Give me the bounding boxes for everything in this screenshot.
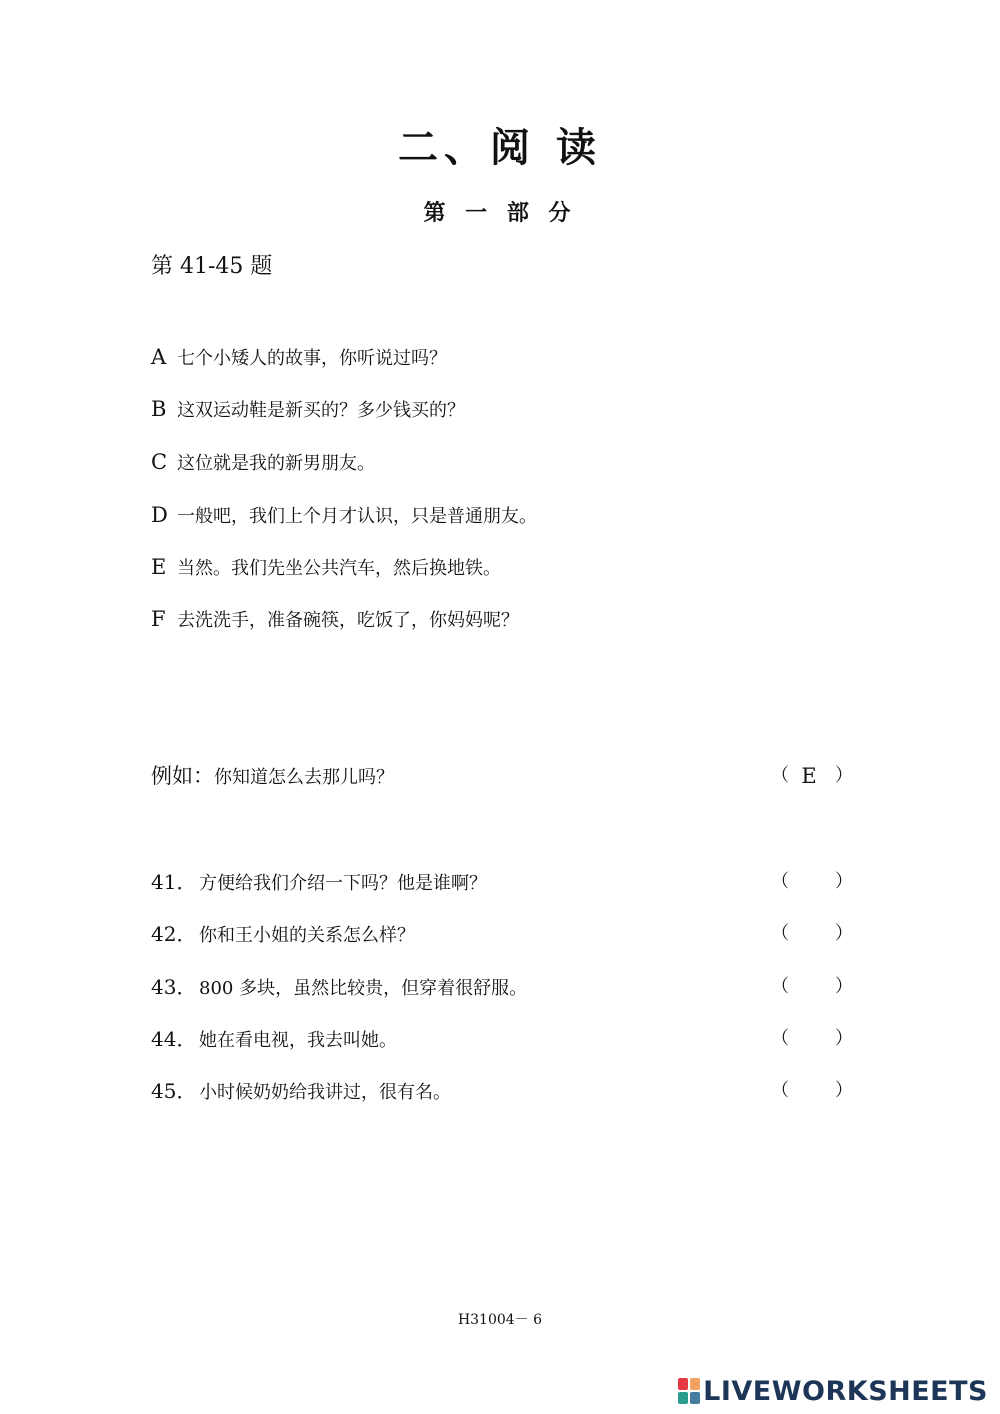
option-text: 七个小矮人的故事，你听说过吗？	[177, 348, 447, 369]
option-text: 当然。我们先坐公共汽车，然后换地铁。	[177, 558, 501, 579]
option-letter: C	[151, 450, 168, 474]
example-question: 你知道怎么去那儿吗？	[214, 767, 394, 788]
page-title: 二、阅 读	[398, 124, 602, 171]
option-b	[151, 396, 465, 424]
option-letter: E	[151, 555, 167, 579]
paren-left: （	[771, 1028, 789, 1049]
paren-left: （	[771, 765, 789, 786]
option-letter: B	[151, 397, 167, 421]
option-a	[151, 344, 447, 372]
question-43	[151, 973, 851, 1001]
paren-left: （	[771, 976, 789, 997]
brand-name: LIVEWORKSHEETS	[703, 1375, 988, 1407]
option-e	[151, 554, 501, 582]
question-text: 800 多块，虽然比较贵，但穿着很舒服。	[199, 978, 528, 999]
option-c	[151, 449, 375, 477]
question-number: 43．	[151, 975, 197, 999]
option-text: 这双运动鞋是新买的？多少钱买的？	[177, 400, 465, 421]
answer-input-41[interactable]	[787, 868, 831, 896]
paren-right: ）	[835, 976, 853, 997]
question-number: 44．	[151, 1027, 197, 1051]
question-text: 她在看电视，我去叫她。	[199, 1030, 397, 1051]
option-letter: A	[151, 345, 167, 369]
option-f	[151, 606, 519, 634]
question-text: 你和王小姐的关系怎么样？	[199, 925, 415, 946]
example-answer: E	[801, 764, 817, 788]
question-range: 第 41-45 题	[151, 254, 273, 279]
question-number: 42．	[151, 922, 197, 946]
option-text: 去洗洗手，准备碗筷，吃饭了，你妈妈呢？	[177, 610, 519, 631]
liveworksheets-brand[interactable]	[678, 1374, 988, 1408]
option-text: 这位就是我的新男朋友。	[177, 453, 375, 474]
section-title: 第 一 部 分	[423, 200, 577, 226]
paren-left: （	[771, 1080, 789, 1101]
question-text: 小时候奶奶给我讲过，很有名。	[199, 1082, 451, 1103]
paren-left: （	[771, 871, 789, 892]
answer-input-43[interactable]	[787, 973, 831, 1001]
paren-left: （	[771, 923, 789, 944]
liveworksheets-logo-icon	[678, 1378, 700, 1404]
paren-right: ）	[835, 871, 853, 892]
question-42	[151, 920, 851, 948]
option-letter: D	[151, 503, 168, 527]
example-row	[151, 762, 851, 790]
answer-input-45[interactable]	[787, 1077, 831, 1105]
answer-input-44[interactable]	[787, 1025, 831, 1053]
option-letter: F	[151, 607, 166, 631]
option-d	[151, 502, 537, 530]
paren-right: ）	[835, 923, 853, 944]
question-45	[151, 1077, 851, 1105]
question-41	[151, 868, 851, 896]
page-code: H31004－ 6	[457, 1312, 543, 1328]
question-number: 41．	[151, 870, 197, 894]
paren-right: ）	[835, 1028, 853, 1049]
question-44	[151, 1025, 851, 1053]
paren-right: ）	[835, 765, 853, 786]
paren-right: ）	[835, 1080, 853, 1101]
option-text: 一般吧，我们上个月才认识，只是普通朋友。	[177, 506, 537, 527]
question-text: 方便给我们介绍一下吗？他是谁啊？	[199, 873, 487, 894]
example-label: 例如：	[151, 764, 214, 788]
answer-input-42[interactable]	[787, 920, 831, 948]
question-number: 45．	[151, 1079, 197, 1103]
